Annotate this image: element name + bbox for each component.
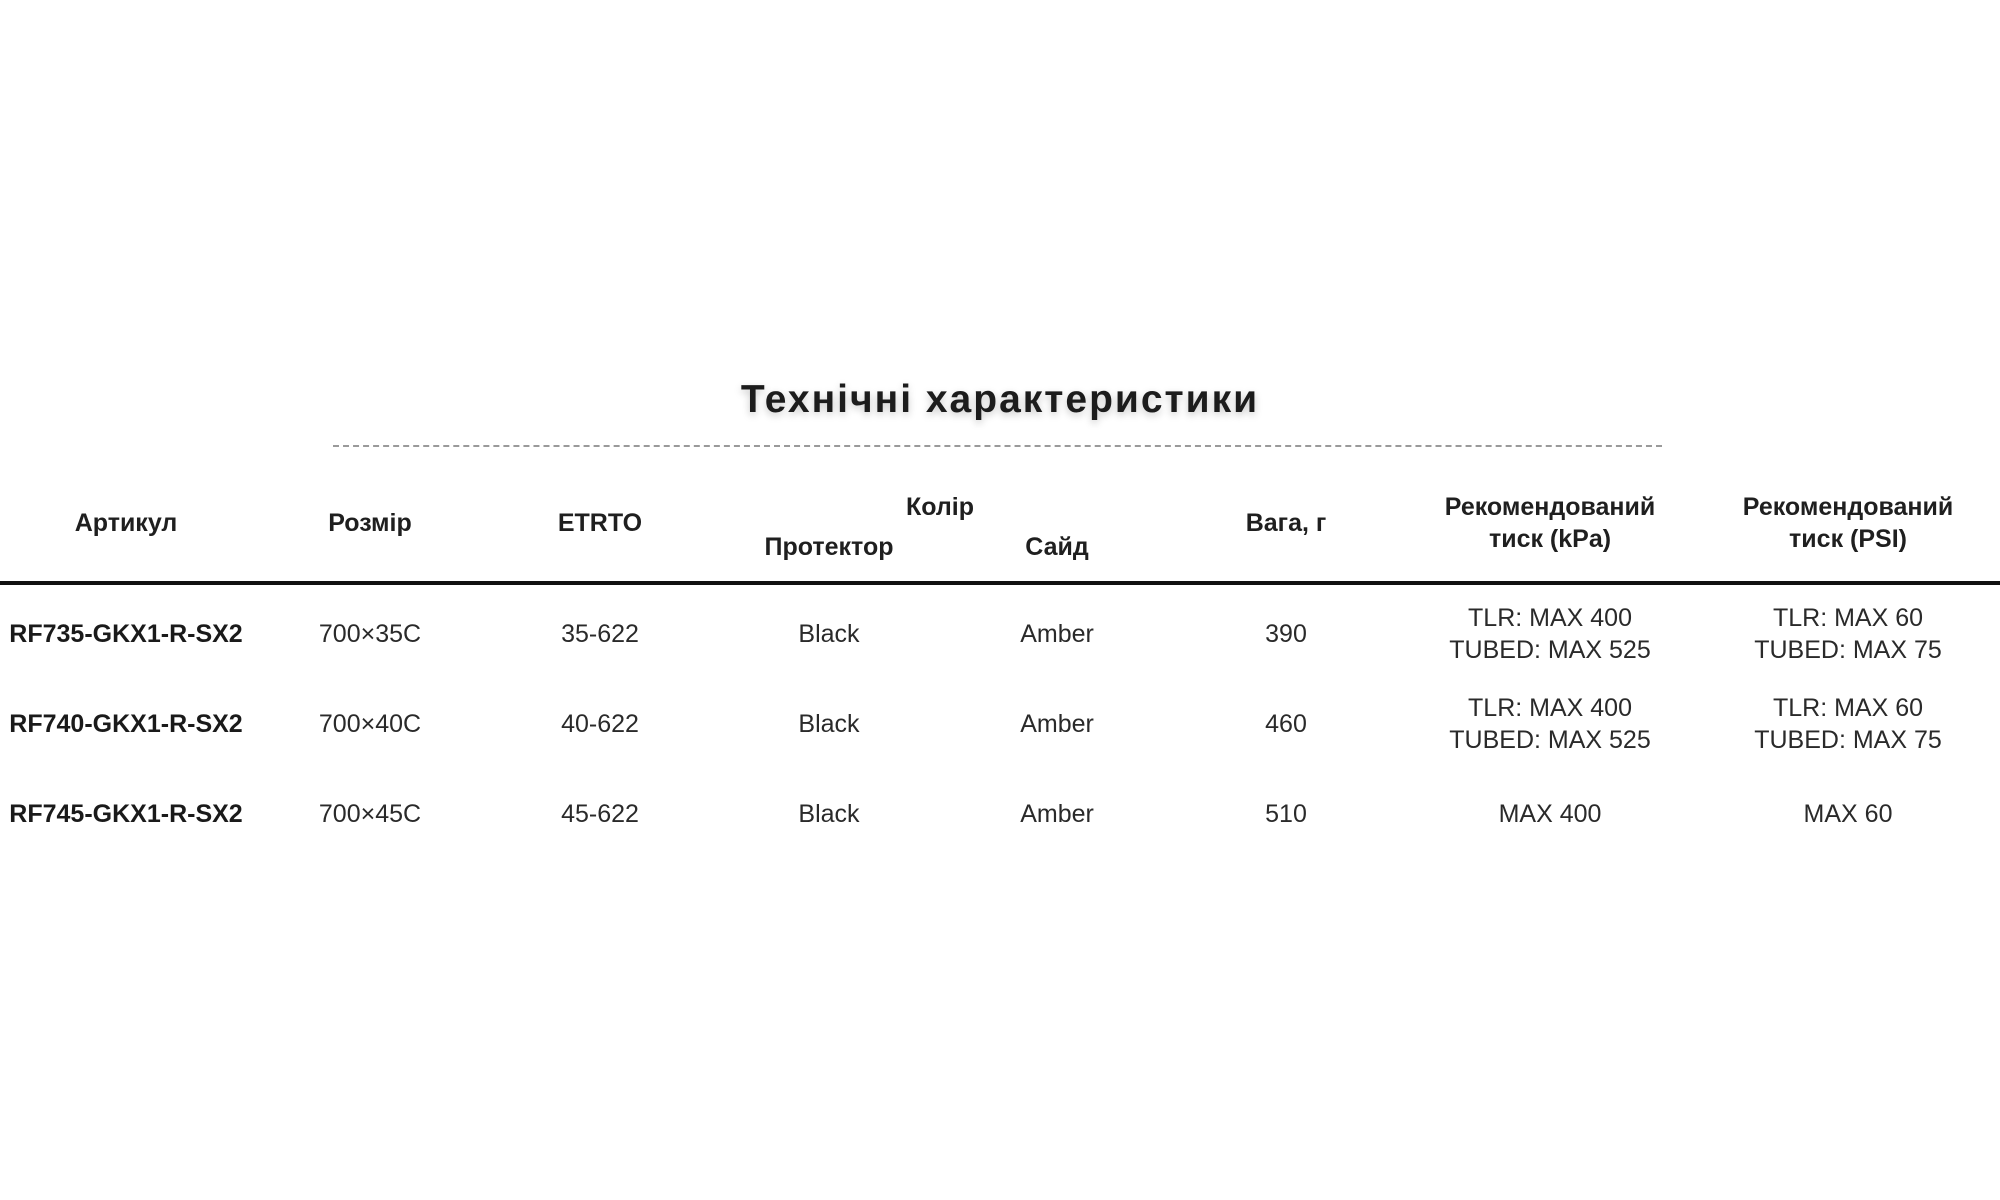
header-pressure-kpa-line2: тиск (kPa) [1488,525,1612,553]
cell-size: 700×40C [318,710,422,738]
specs-table [0,465,2000,859]
table-row [0,583,2000,679]
header-weight: Вага, г [1168,465,1404,583]
cell-side: Amber [1020,800,1094,828]
cell-sku: RF735-GKX1-R-SX2 [9,620,243,648]
cell-tread: Black [798,620,860,648]
title-divider [333,445,1662,447]
cell-pressure-kpa [1404,679,1696,769]
cell-pressure-kpa-line1: TLR: MAX 400 [1468,604,1632,632]
cell-pressure-psi-line2: TUBED: MAX 75 [1754,726,1942,754]
cell-etrto: 45-622 [561,800,639,828]
table-header-row [0,465,2000,529]
cell-pressure-kpa-line1: TLR: MAX 400 [1468,694,1632,722]
cell-pressure-kpa-line2: TUBED: MAX 525 [1449,726,1651,754]
header-pressure-kpa [1404,465,1696,583]
cell-sku: RF740-GKX1-R-SX2 [9,710,243,738]
header-pressure-psi-line1: Рекомендований [1742,493,1954,521]
header-etrto: ETRTO [488,465,712,583]
cell-side: Amber [1020,620,1094,648]
header-pressure-psi [1696,465,2000,583]
cell-tread: Black [798,800,860,828]
header-size: Розмір [252,465,488,583]
cell-etrto: 40-622 [561,710,639,738]
cell-pressure-psi [1696,679,2000,769]
cell-pressure-kpa [1404,583,1696,679]
cell-pressure-psi-line1: TLR: MAX 60 [1772,694,1924,722]
table-row [0,679,2000,769]
cell-tread: Black [798,710,860,738]
cell-pressure-psi-line2: TUBED: MAX 75 [1754,636,1942,664]
header-tread: Протектор [712,529,946,583]
cell-sku: RF745-GKX1-R-SX2 [9,800,243,828]
header-sku: Артикул [0,465,252,583]
header-pressure-psi-line2: тиск (PSI) [1789,525,1907,553]
cell-pressure-kpa-line2: TUBED: MAX 525 [1449,636,1651,664]
cell-weight: 510 [1265,800,1307,828]
header-colour: Колір [906,493,975,521]
cell-pressure-psi-line1: TLR: MAX 60 [1772,604,1924,632]
cell-pressure-psi: MAX 60 [1803,800,1893,828]
cell-pressure-kpa: MAX 400 [1498,800,1602,828]
cell-size: 700×35C [318,620,422,648]
cell-side: Amber [1020,710,1094,738]
header-side: Сайд [946,529,1168,583]
cell-weight: 460 [1265,710,1307,738]
cell-size: 700×45C [318,800,422,828]
cell-etrto: 35-622 [561,620,639,648]
cell-weight: 390 [1265,620,1307,648]
page-title: Технічні характеристики [740,378,1260,422]
header-pressure-kpa-line1: Рекомендований [1444,493,1656,521]
cell-pressure-psi [1696,583,2000,679]
table-row [0,769,2000,859]
